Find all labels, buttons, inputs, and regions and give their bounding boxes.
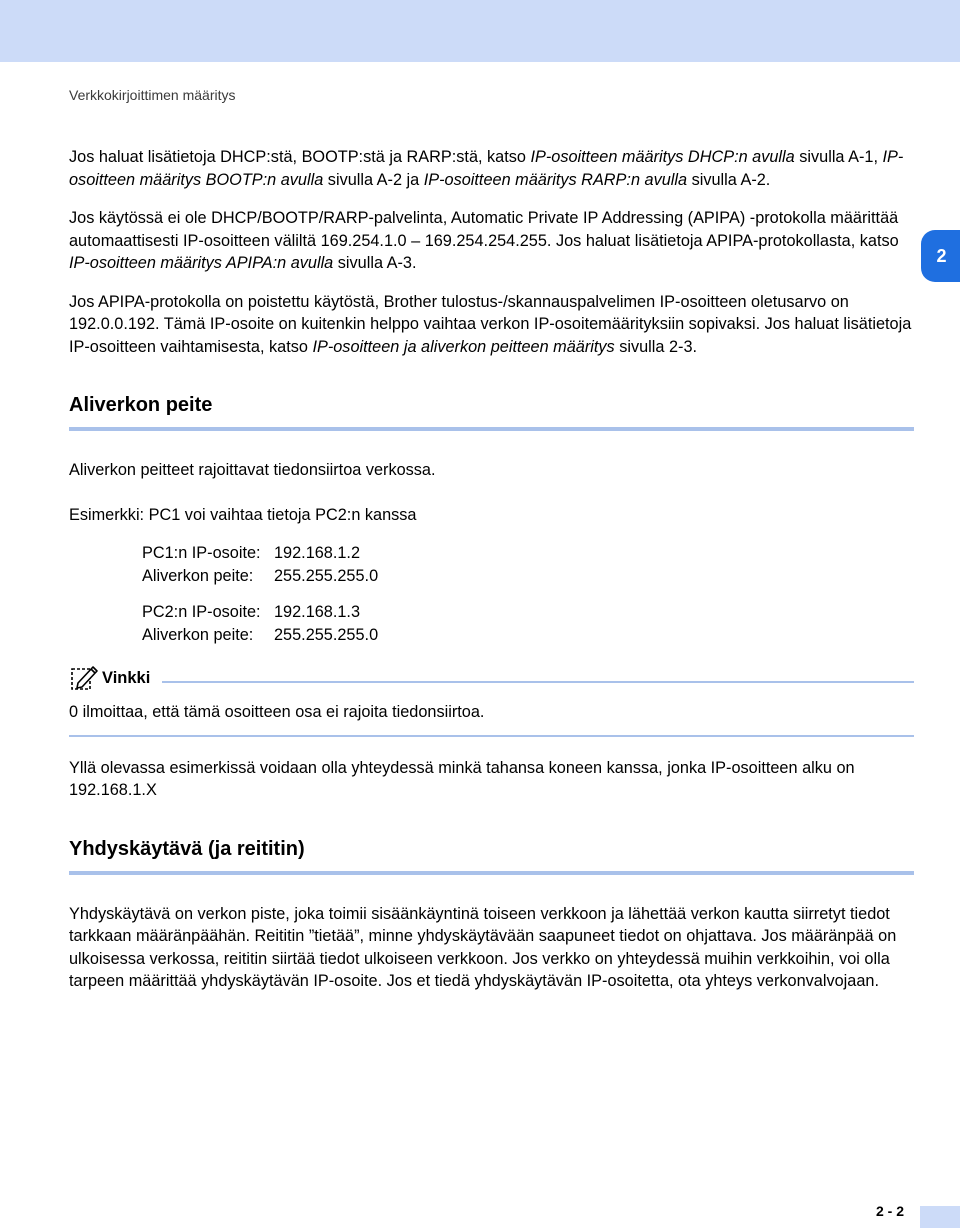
cross-reference: IP-osoitteen määritys APIPA:n avulla [69, 254, 334, 272]
cross-reference: IP-osoitteen määritys RARP:n avulla [423, 170, 688, 189]
pc1-ip-value: 192.168.1.2 [274, 544, 361, 562]
text-run: sivulla 2-3. [614, 337, 698, 356]
text-run: Jos haluat lisätietoja DHCP:stä, BOOTP:stä ja RARP:stä, katso [69, 148, 531, 166]
subnet-example [142, 542, 914, 646]
text-run: sivulla A-3. [333, 254, 417, 272]
footer-band [920, 1206, 960, 1228]
running-header: Verkkokirjoittimen määritys [69, 87, 236, 103]
note-header [69, 664, 914, 692]
pc1-mask-value: 255.255.255.0 [274, 566, 379, 585]
note-title: Vinkki [102, 668, 151, 687]
text-run: Jos käytössä ei ole DHCP/BOOTP/RARP-palvelinta, Automatic Private IP Addressing (APIPA) -protokolla määrittää automaattisesti IP-osoitteen väliltä 169.254.1.0 – 169.254.254.255. Jos haluat lisätietoja APIPA-protokollasta, katso [69, 209, 899, 250]
note-pencil-icon [69, 664, 99, 692]
intro-paragraph-3 [69, 291, 914, 359]
pc2-ip-row [142, 601, 914, 624]
section-heading-subnet-mask: Aliverkon peite [69, 392, 914, 431]
pc1-mask-label: Aliverkon peite: [142, 566, 254, 585]
chapter-number: 2 [936, 245, 947, 266]
note-body: 0 ilmoittaa, että tämä osoitteen osa ei rajoita tiedonsiirtoa. [69, 701, 914, 737]
gateway-paragraph: Yhdyskäytävä on verkon piste, joka toimii sisäänkäyntinä toiseen verkkoon ja lähettää verkon kautta siirretyt tiedot tarkkaan määränpäähän. Reititin ”tietää”, minne yhdyskäytävään saapuneet tiedot on ohjattava. Jos määränpää on ulkoisessa verkossa, reititin siirtää tiedot ulkoiseen verkkoon. Jos verkko on yhteydessä muihin verkkoihin, voi olla tarpeen määrittää yhdyskäytävän IP-osoite. Jos et tiedä yhdyskäytävän IP-osoitetta, ota yhteys verkonvalvojaan. [69, 904, 897, 990]
subnet-example-intro: Esimerkki: PC1 voi vaihtaa tietoja PC2:n kanssa [69, 505, 417, 524]
pc2-mask-label: Aliverkon peite: [142, 625, 254, 644]
pc2-mask-row [142, 624, 914, 647]
text-run: Jos APIPA-protokolla on poistettu käytöstä, Brother tulostus-/skannauspalvelimen IP-osoitteen oletusarvo on 192.0.0.192. Tämä IP-osoite on kuitenkin helppo vaihtaa verkon IP-osoitemäärityksiin sopivaksi. Jos haluat lisätietoja IP-osoitteen vaihtamisesta, katso [69, 292, 912, 356]
intro-paragraph-2 [69, 207, 914, 275]
text-run: sivulla A-2. [687, 170, 771, 189]
header-band [0, 0, 960, 62]
page-content [69, 146, 914, 993]
pc2-mask-value: 255.255.255.0 [274, 625, 379, 644]
pc1-ip-label: PC1:n IP-osoite: [142, 544, 261, 562]
text-run: sivulla A-2 ja [323, 170, 424, 189]
text-run: sivulla A-1, [794, 148, 883, 166]
chapter-tab [921, 230, 960, 282]
section-heading-gateway: Yhdyskäytävä (ja reititin) [69, 836, 914, 875]
pc1-mask-row [142, 565, 914, 588]
intro-paragraph-1 [69, 146, 914, 191]
pc1-ip-row [142, 542, 914, 565]
pc2-ip-value: 192.168.1.3 [274, 603, 361, 621]
pc2-ip-label: PC2:n IP-osoite: [142, 603, 261, 621]
page-number: 2 - 2 [876, 1203, 905, 1219]
note-divider [162, 681, 914, 683]
subnet-paragraph-3: Yllä olevassa esimerkissä voidaan olla yhteydessä minkä tahansa koneen kanssa, jonka IP-osoitteen alku on 192.168.1.X [69, 758, 855, 799]
cross-reference: IP-osoitteen ja aliverkon peitteen määritys [312, 337, 615, 356]
subnet-paragraph-1: Aliverkon peitteet rajoittavat tiedonsiirtoa verkossa. [69, 461, 436, 479]
cross-reference: IP-osoitteen määritys DHCP:n avulla [530, 148, 795, 166]
cross-reference: IP-osoitteen määritys BOOTP:n avulla [69, 148, 904, 189]
